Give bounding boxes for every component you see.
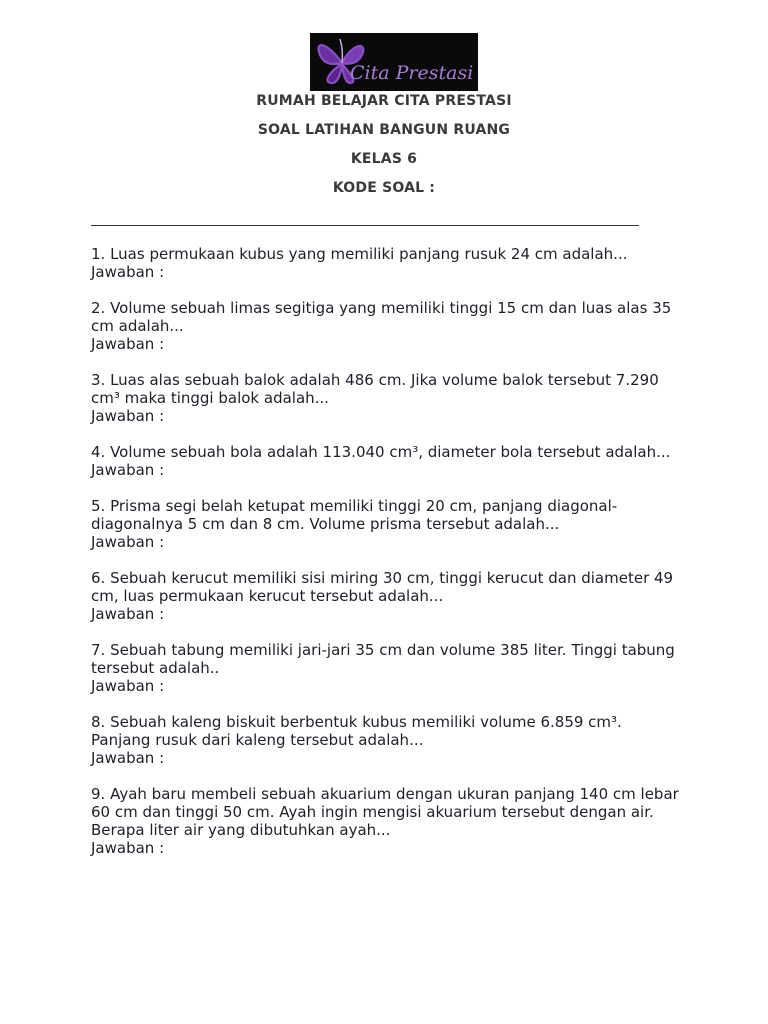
- question-item: [91, 443, 681, 479]
- answer-label: Jawaban :: [91, 677, 165, 695]
- question-text: 1. Luas permukaan kubus yang memiliki panjang rusuk 24 cm adalah...: [91, 245, 628, 263]
- answer-label: Jawaban :: [91, 407, 165, 425]
- butterfly-logo-icon: [310, 33, 478, 91]
- question-item: [91, 371, 681, 425]
- question-list: [91, 245, 681, 875]
- question-item: [91, 245, 681, 281]
- divider-line: [91, 225, 639, 226]
- answer-label: Jawaban :: [91, 263, 165, 281]
- logo-text: Cita Prestasi: [350, 62, 474, 84]
- answer-label: Jawaban :: [91, 533, 165, 551]
- question-item: [91, 641, 681, 695]
- class-label: KELAS 6: [350, 151, 418, 167]
- answer-label: Jawaban :: [91, 749, 165, 767]
- question-item: [91, 497, 681, 551]
- answer-label: Jawaban :: [91, 839, 165, 857]
- question-item: [91, 785, 681, 857]
- cita-prestasi-logo: [310, 33, 478, 91]
- question-text: 3. Luas alas sebuah balok adalah 486 cm. Jika volume balok tersebut 7.290 cm³ maka tinggi balok adalah...: [91, 371, 659, 407]
- question-text: 2. Volume sebuah limas segitiga yang memiliki tinggi 15 cm dan luas alas 35 cm adalah...: [91, 299, 672, 335]
- question-text: 4. Volume sebuah bola adalah 113.040 cm³, diameter bola tersebut adalah...: [91, 443, 671, 461]
- question-text: 6. Sebuah kerucut memiliki sisi miring 30 cm, tinggi kerucut dan diameter 49 cm, luas permukaan kerucut tersebut adalah...: [91, 569, 674, 605]
- answer-label: Jawaban :: [91, 335, 165, 353]
- institution-title: RUMAH BELAJAR CITA PRESTASI: [256, 93, 512, 109]
- worksheet-title: SOAL LATIHAN BANGUN RUANG: [257, 122, 511, 138]
- question-item: [91, 569, 681, 623]
- question-text: 5. Prisma segi belah ketupat memiliki tinggi 20 cm, panjang diagonal-diagonalnya 5 cm dan 8 cm. Volume prisma tersebut adalah...: [91, 497, 618, 533]
- question-item: [91, 299, 681, 353]
- question-item: [91, 713, 681, 767]
- question-text: 8. Sebuah kaleng biskuit berbentuk kubus memiliki volume 6.859 cm³. Panjang rusuk dari kaleng tersebut adalah...: [91, 713, 622, 749]
- answer-label: Jawaban :: [91, 461, 165, 479]
- answer-label: Jawaban :: [91, 605, 165, 623]
- question-text: 7. Sebuah tabung memiliki jari-jari 35 cm dan volume 385 liter. Tinggi tabung tersebut adalah..: [91, 641, 675, 677]
- question-code-label: KODE SOAL :: [332, 180, 436, 196]
- question-text: 9. Ayah baru membeli sebuah akuarium dengan ukuran panjang 140 cm lebar 60 cm dan tinggi 50 cm. Ayah ingin mengisi akuarium tersebut dengan air. Berapa liter air yang dibutuhkan ayah...: [91, 785, 679, 839]
